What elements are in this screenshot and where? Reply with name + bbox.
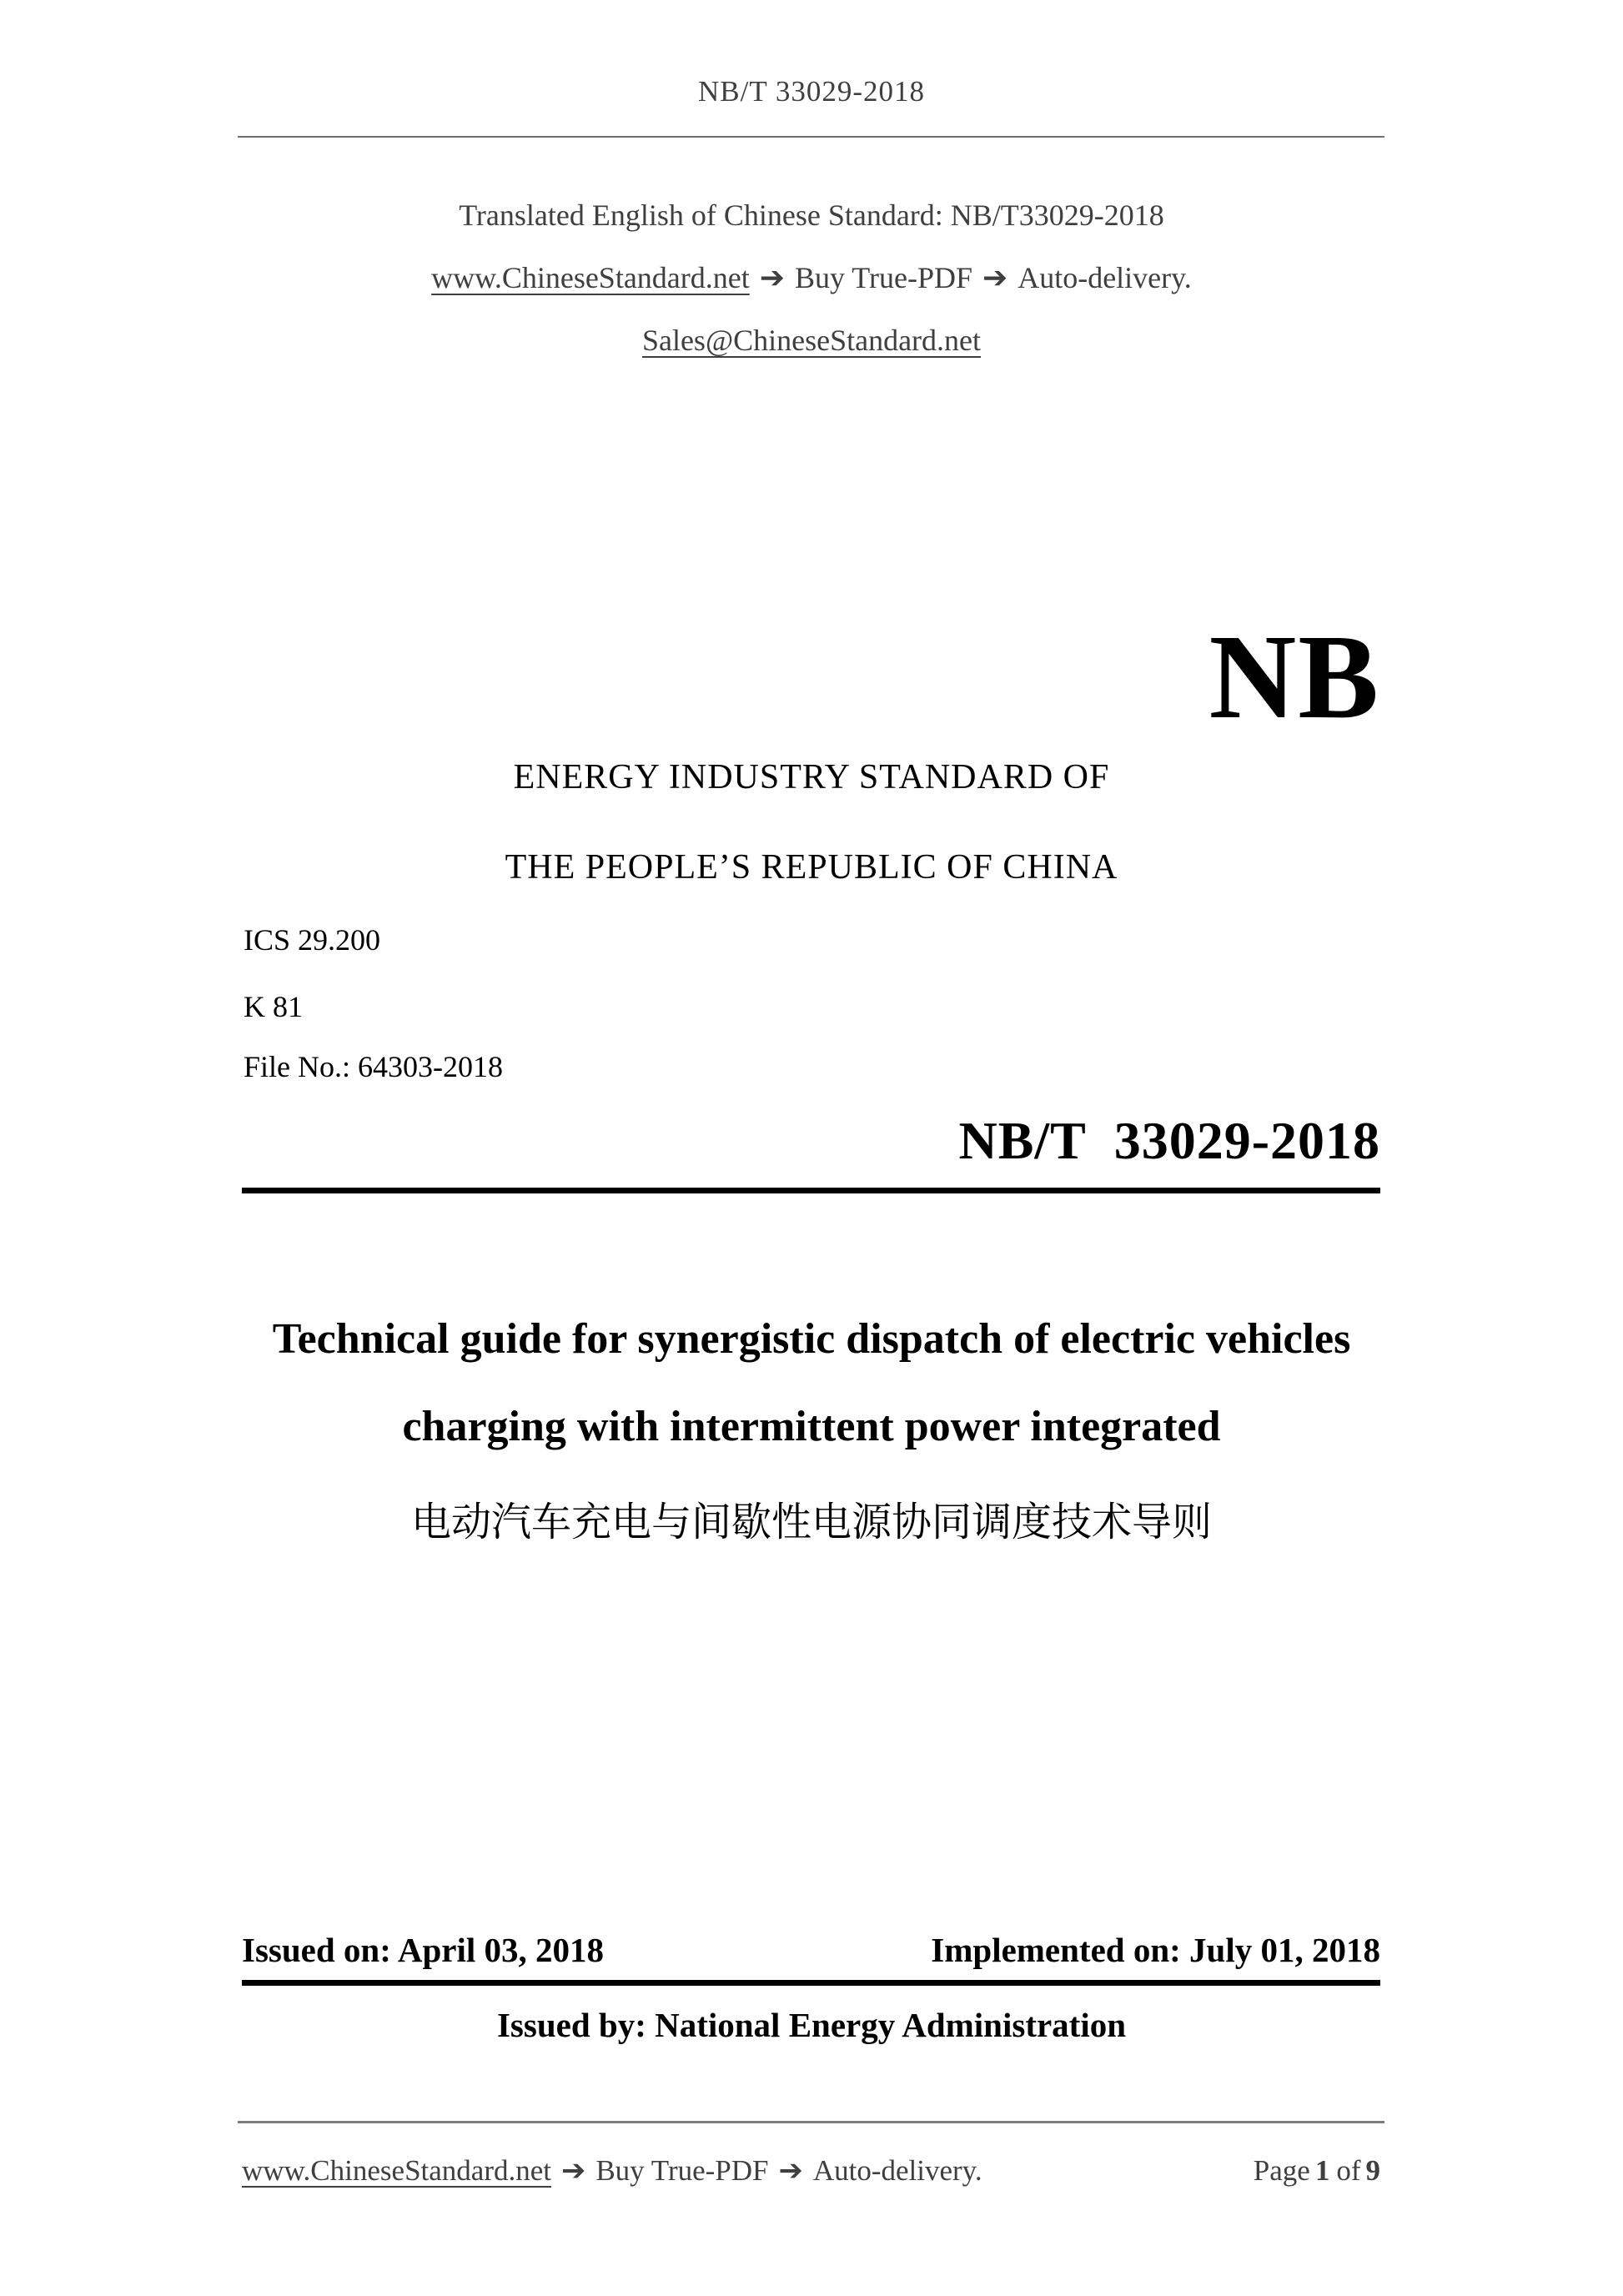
- file-number: File No.: 64303-2018: [244, 1050, 503, 1083]
- footer-left: [242, 2154, 982, 2188]
- footer: [242, 2154, 1380, 2188]
- title-english-line-1: Technical guide for synergistic dispatch of electric vehicles: [272, 1315, 1351, 1363]
- arrow-right-icon: ➔: [759, 261, 785, 295]
- title-english-line-2: charging with intermittent power integrated: [402, 1403, 1221, 1450]
- title-chinese: 电动汽车充电与间歇性电源协同调度技术导则: [410, 1500, 1212, 1545]
- org-line-1: ENERGY INDUSTRY STANDARD OF: [513, 758, 1110, 796]
- promo-translated-line: Translated English of Chinese Standard: NB/T33029-2018: [459, 198, 1164, 232]
- standard-code-rule: [242, 1188, 1380, 1193]
- of-label: of: [1336, 2154, 1361, 2187]
- ics-code: ICS 29.200: [244, 923, 381, 957]
- buy-true-pdf-label: Buy True-PDF: [595, 2154, 769, 2187]
- header-rule: [238, 136, 1384, 138]
- page-label: Page: [1253, 2154, 1310, 2187]
- nb-logo: NB: [1208, 610, 1380, 744]
- arrow-right-icon: ➔: [982, 261, 1008, 295]
- page-number: 1: [1314, 2154, 1330, 2187]
- issued-by-line: Issued by: National Energy Administration: [496, 2006, 1127, 2044]
- standard-code-large: NB/T 33029-2018: [958, 1111, 1380, 1170]
- auto-delivery-label: Auto-delivery.: [812, 2154, 982, 2187]
- implemented-on-date: Implemented on: July 01, 2018: [931, 1931, 1380, 1969]
- org-line-2: THE PEOPLE’S REPUBLIC OF CHINA: [505, 848, 1118, 887]
- site-link[interactable]: www.ChineseStandard.net: [242, 2154, 551, 2187]
- page-indicator: [1254, 2154, 1380, 2188]
- auto-delivery-label: Auto-delivery.: [1018, 261, 1192, 294]
- arrow-right-icon: ➔: [778, 2154, 803, 2188]
- promo-buy-line: [0, 260, 1623, 295]
- issued-on-date: Issued on: April 03, 2018: [242, 1931, 605, 1969]
- site-link[interactable]: www.ChineseStandard.net: [431, 261, 750, 294]
- arrow-right-icon: ➔: [561, 2154, 586, 2188]
- dates-row: [242, 1930, 1380, 1970]
- dates-rule: [242, 1980, 1380, 1986]
- footer-rule: [238, 2121, 1384, 2123]
- promo-email-line: [0, 323, 1623, 358]
- header-doc-code: NB/T 33029-2018: [698, 75, 925, 108]
- class-code: K 81: [244, 990, 303, 1023]
- page-total: 9: [1365, 2154, 1380, 2187]
- sales-email-link[interactable]: Sales@ChineseStandard.net: [641, 324, 982, 357]
- buy-true-pdf-label: Buy True-PDF: [794, 261, 973, 294]
